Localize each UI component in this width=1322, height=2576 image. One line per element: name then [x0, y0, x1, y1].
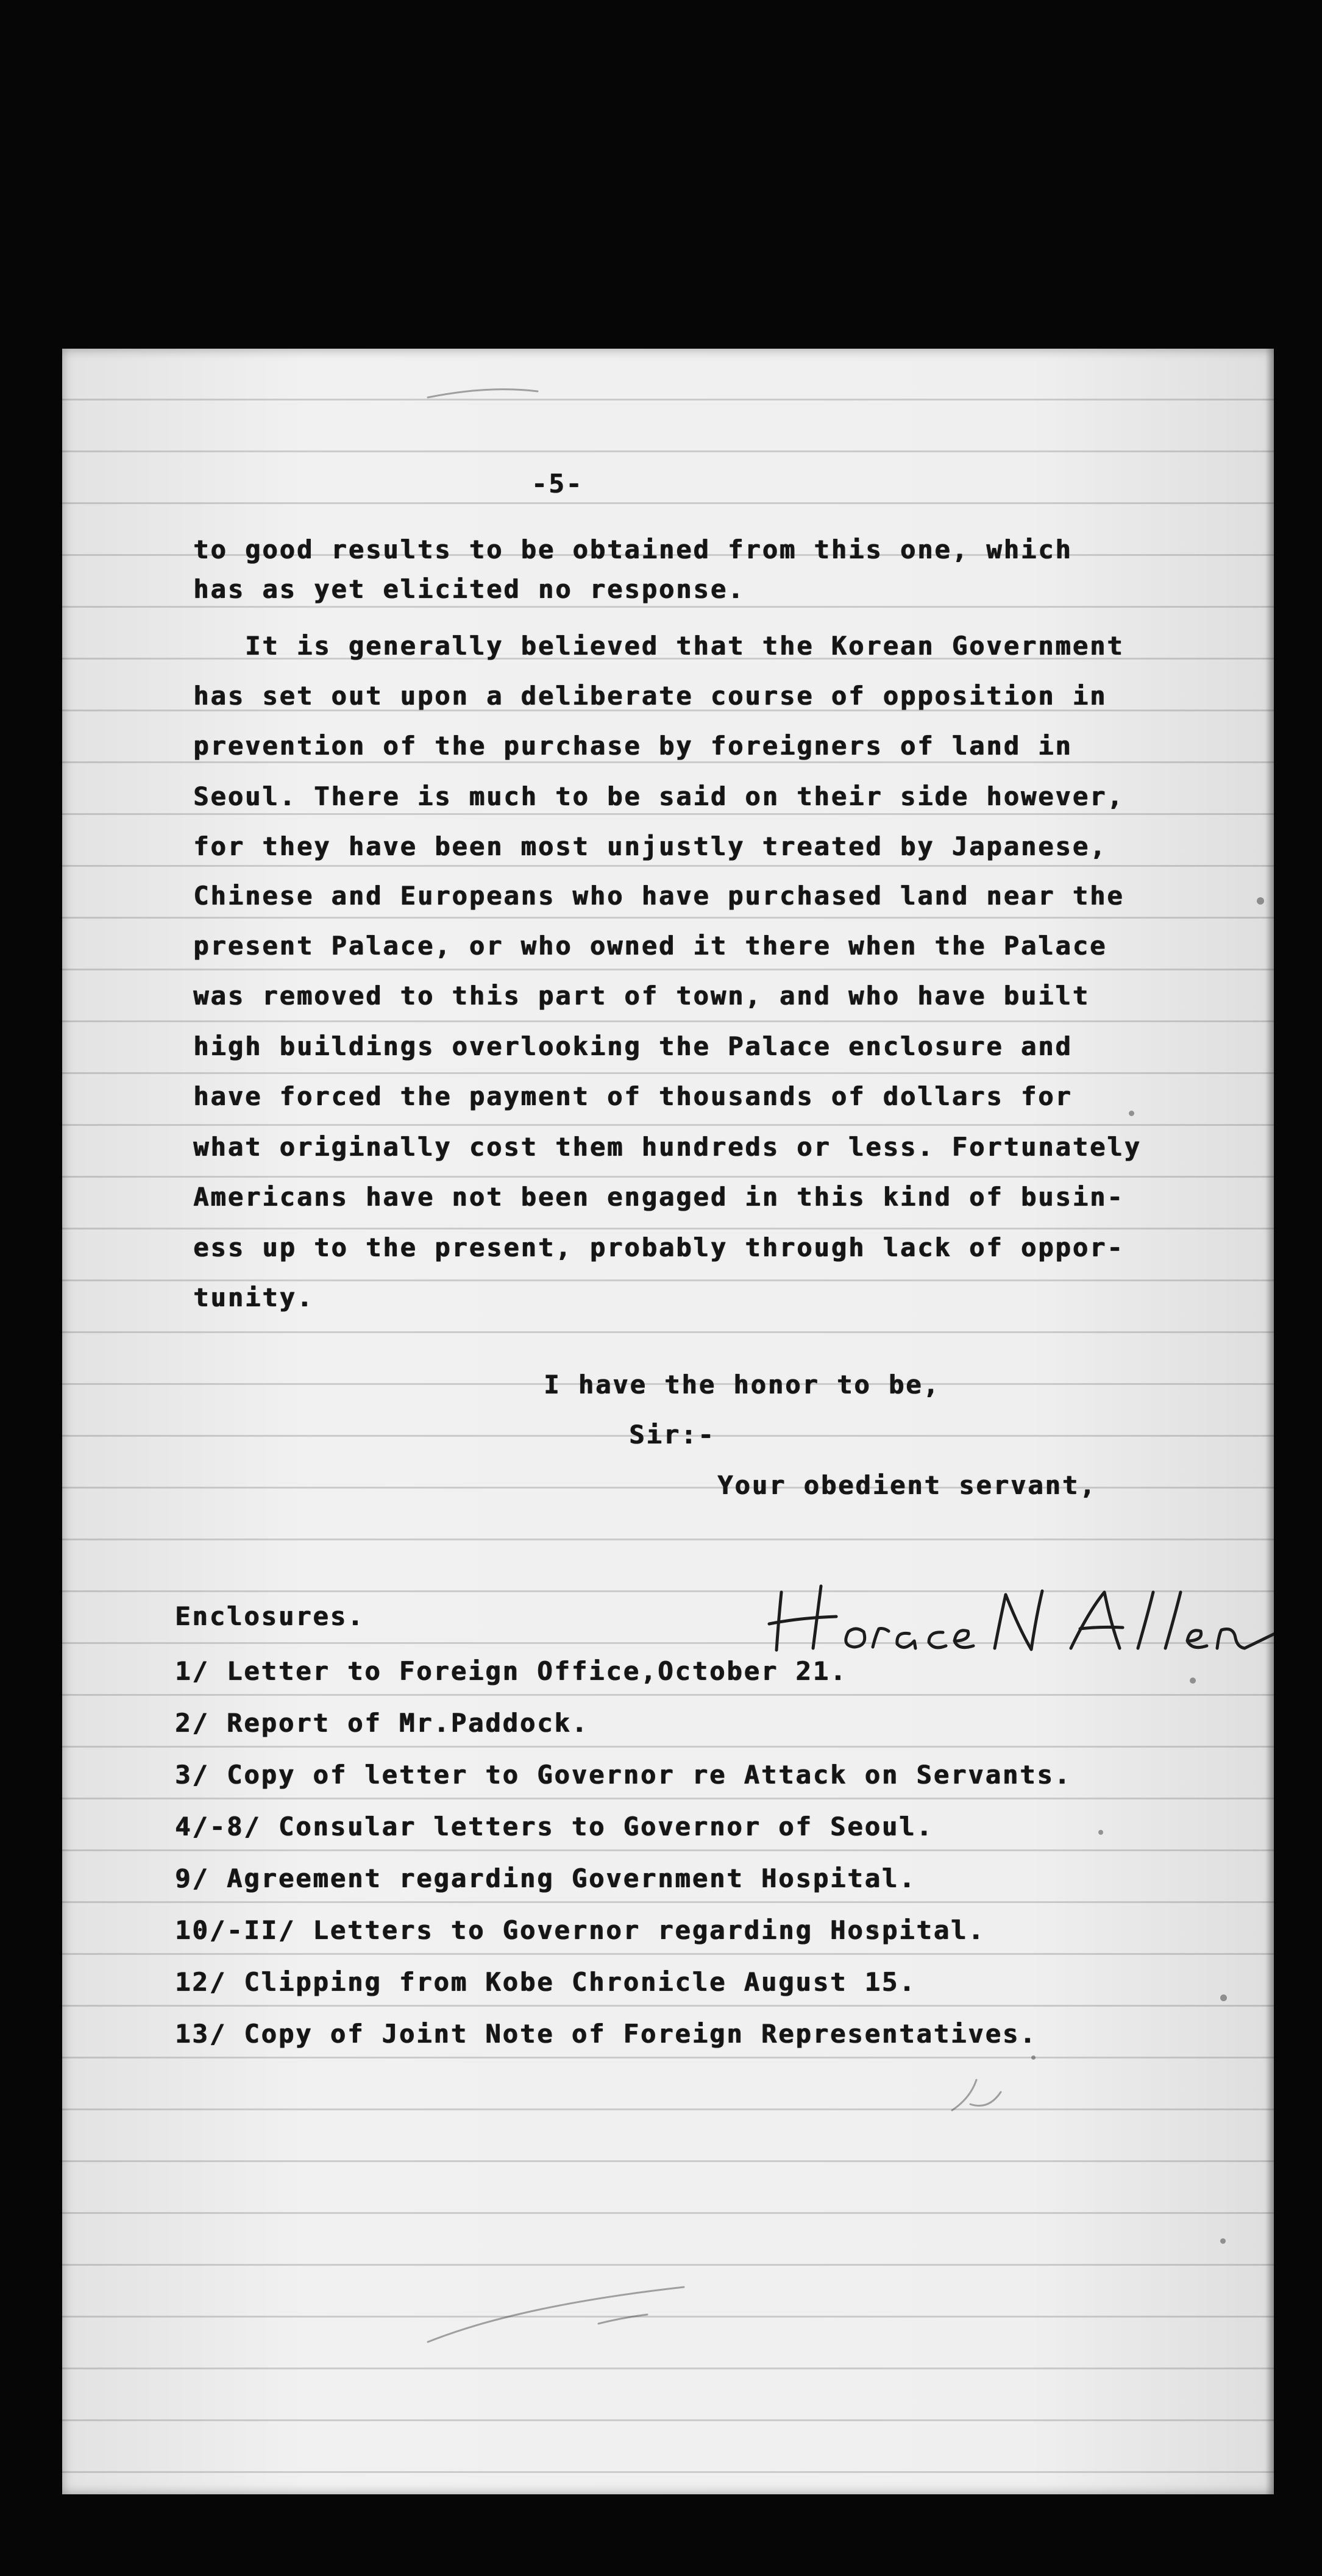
- enclosure-item: 3/ Copy of letter to Governor re Attack on Servants.: [175, 1760, 1071, 1790]
- enclosure-item: 2/ Report of Mr.Paddock.: [175, 1708, 589, 1738]
- closing-line: I have the honor to be,: [544, 1370, 940, 1400]
- enclosure-item: 13/ Copy of Joint Note of Foreign Representatives.: [175, 2019, 1037, 2049]
- body-line: has as yet elicited no response.: [193, 574, 745, 604]
- enclosure-item: 1/ Letter to Foreign Office,October 21.: [175, 1656, 848, 1686]
- body-line: ess up to the present, probably through lack of oppor-: [193, 1233, 1125, 1262]
- page-number: -5-: [531, 469, 583, 499]
- body-line: for they have been most unjustly treated by Japanese,: [193, 831, 1107, 861]
- body-line: present Palace, or who owned it there when the Palace: [193, 931, 1107, 961]
- body-line: was removed to this part of town, and who have built: [193, 981, 1090, 1011]
- body-line: have forced the payment of thousands of dollars for: [193, 1081, 1073, 1111]
- body-line: to good results to be obtained from this one, which: [193, 535, 1073, 564]
- body-line: prevention of the purchase by foreigners of land in: [193, 731, 1073, 761]
- closing-line: Your obedient servant,: [717, 1470, 1097, 1500]
- document-page: [62, 349, 1274, 2494]
- body-line: Americans have not been engaged in this kind of busin-: [193, 1182, 1125, 1212]
- enclosure-item: 12/ Clipping from Kobe Chronicle August 15.: [175, 1967, 917, 1997]
- body-line: tunity.: [193, 1283, 315, 1312]
- body-line: what originally cost them hundreds or less. Fortunately: [193, 1132, 1142, 1162]
- body-line: Seoul. There is much to be said on their side however,: [193, 781, 1125, 811]
- enclosure-item: 4/-8/ Consular letters to Governor of Seoul.: [175, 1812, 934, 1841]
- enclosures-heading: Enclosures.: [175, 1601, 365, 1631]
- body-line: It is generally believed that the Korean Government: [193, 631, 1125, 661]
- enclosure-item: 10/-II/ Letters to Governor regarding Hospital.: [175, 1915, 986, 1945]
- closing-salutation: Sir:-: [629, 1420, 716, 1450]
- body-line: high buildings overlooking the Palace enclosure and: [193, 1031, 1073, 1061]
- paper-scratches: [62, 349, 1274, 2494]
- body-line: has set out upon a deliberate course of opposition in: [193, 681, 1107, 711]
- body-line: Chinese and Europeans who have purchased land near the: [193, 881, 1125, 911]
- enclosure-item: 9/ Agreement regarding Government Hospital.: [175, 1863, 917, 1893]
